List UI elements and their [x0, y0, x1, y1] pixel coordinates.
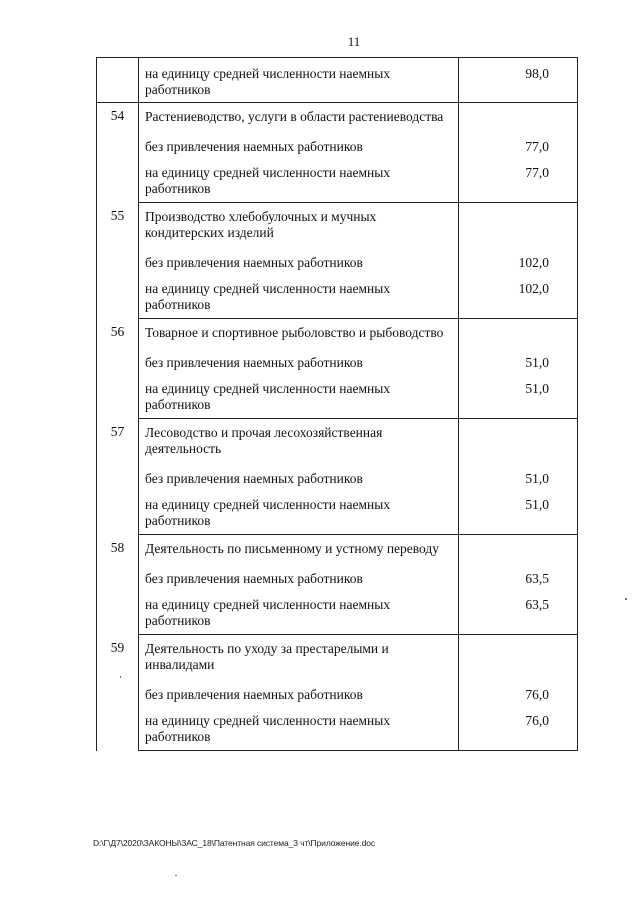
table-row-58 — [97, 535, 578, 566]
page-number: 11 — [347, 34, 361, 49]
subrow-label: без привлечения наемных работников — [145, 471, 363, 486]
table-row-continuation — [97, 58, 578, 103]
table-subrow — [97, 565, 578, 595]
tariff-table — [96, 57, 578, 751]
subrow-value: 51,0 — [525, 497, 549, 512]
table-subrow — [97, 681, 578, 711]
table-subrow — [97, 495, 578, 535]
subrow-label: на единицу средней численности наемных работников — [145, 165, 391, 196]
row-number: 54 — [97, 103, 139, 203]
table-row-57 — [97, 419, 578, 466]
subrow-label: без привлечения наемных работников — [145, 571, 363, 586]
table-row-54 — [97, 103, 578, 134]
subrow-label: без привлечения наемных работников — [145, 255, 363, 270]
table-subrow — [97, 465, 578, 495]
subrow-value: 51,0 — [525, 355, 549, 370]
row-number: 57 — [97, 419, 139, 535]
activity-title: Производство хлебобулочных и мучных кондитерских изделий — [145, 209, 377, 240]
table-subrow — [97, 279, 578, 319]
subrow-label: на единицу средней численности наемных работников — [145, 497, 391, 528]
row-description: на единицу средней численности наемных работников — [145, 66, 391, 97]
activity-title: Деятельность по уходу за престарелыми и инвалидами — [145, 641, 389, 672]
table-subrow — [97, 595, 578, 635]
row-value: 98,0 — [525, 66, 549, 81]
activity-title: Растениеводство, услуги в области растениеводства — [145, 109, 444, 124]
subrow-value: 76,0 — [525, 713, 549, 728]
row-number: 59 — [97, 635, 139, 751]
subrow-label: на единицу средней численности наемных работников — [145, 713, 391, 744]
activity-title: Деятельность по письменному и устному переводу — [145, 541, 440, 556]
subrow-value: 51,0 — [525, 381, 549, 396]
table-subrow — [97, 379, 578, 419]
activity-title: Лесоводство и прочая лесохозяйственная деятельность — [145, 425, 383, 456]
subrow-label: без привлечения наемных работников — [145, 355, 363, 370]
table-row-56 — [97, 319, 578, 350]
table-subrow — [97, 249, 578, 279]
subrow-value: 102,0 — [518, 255, 549, 270]
scan-speck — [175, 875, 177, 876]
subrow-value: 76,0 — [525, 687, 549, 702]
row-number: 55 — [97, 203, 139, 319]
scan-speck — [625, 598, 627, 600]
subrow-value: 51,0 — [525, 471, 549, 486]
subrow-value: 102,0 — [518, 281, 549, 296]
table-row-59 — [97, 635, 578, 682]
subrow-value: 63,5 — [525, 571, 549, 586]
file-path-footer: D:\Г\Д7\2020\ЗАКОНЫ\ЗАС_18\Патентная система_3 чт\Приложение.doc — [93, 838, 376, 848]
subrow-label: на единицу средней численности наемных работников — [145, 381, 391, 412]
subrow-label: без привлечения наемных работников — [145, 687, 363, 702]
table-subrow — [97, 349, 578, 379]
scan-speck — [120, 676, 121, 678]
row-number-empty — [97, 58, 139, 103]
subrow-value: 63,5 — [525, 597, 549, 612]
table-subrow — [97, 163, 578, 203]
subrow-label: на единицу средней численности наемных работников — [145, 597, 391, 628]
subrow-label: на единицу средней численности наемных работников — [145, 281, 391, 312]
table-row-55 — [97, 203, 578, 250]
activity-title: Товарное и спортивное рыболовство и рыбоводство — [145, 325, 444, 340]
row-number: 56 — [97, 319, 139, 419]
table-subrow — [97, 711, 578, 751]
row-number: 58 — [97, 535, 139, 635]
table-subrow — [97, 133, 578, 163]
subrow-value: 77,0 — [525, 139, 549, 154]
subrow-value: 77,0 — [525, 165, 549, 180]
subrow-label: без привлечения наемных работников — [145, 139, 363, 154]
